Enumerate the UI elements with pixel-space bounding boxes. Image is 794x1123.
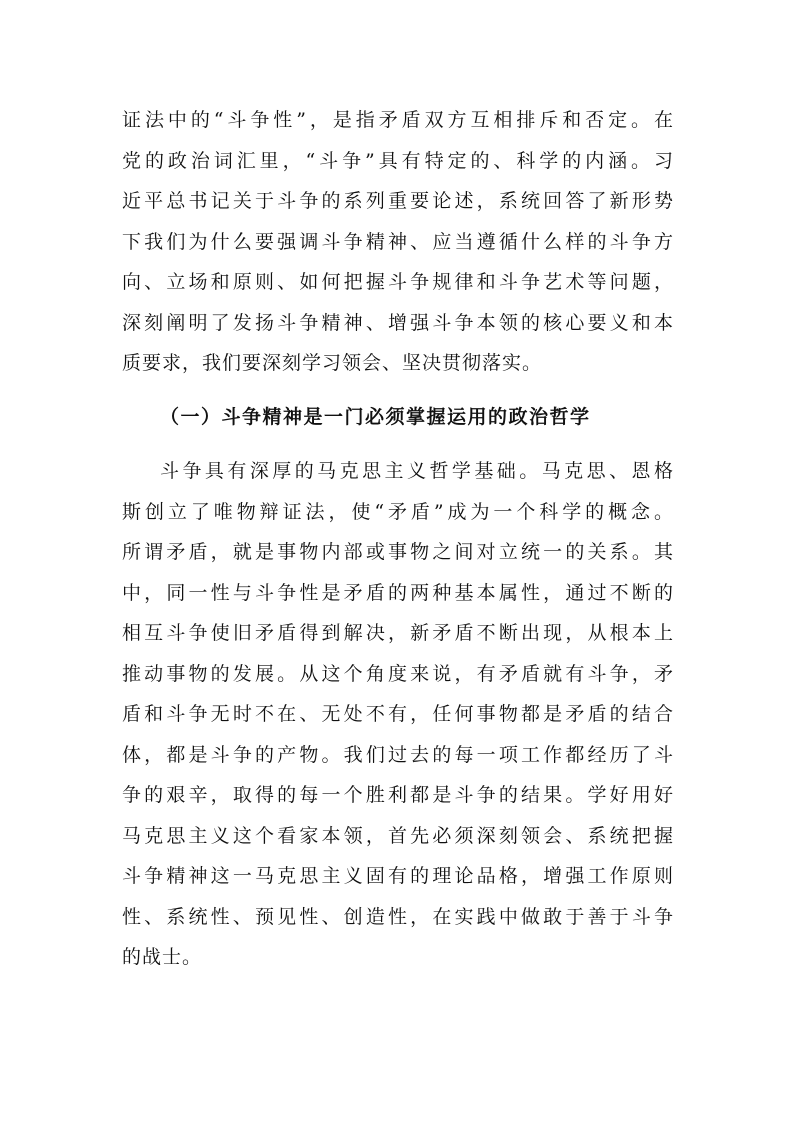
paragraph-line: 所谓矛盾，就是事物内部或事物之间对立统一的关系。其 bbox=[122, 541, 674, 563]
paragraph-line: 争的艰辛，取得的每一个胜利都是斗争的结果。学好用好 bbox=[122, 784, 674, 806]
section-heading: （一）斗争精神是一门必须掌握运用的政治哲学 bbox=[160, 406, 591, 428]
paragraph-line: 斗争具有深厚的马克思主义哲学基础。马克思、恩格 bbox=[160, 460, 674, 482]
paragraph-line: 中，同一性与斗争性是矛盾的两种基本属性，通过不断的 bbox=[122, 581, 674, 604]
paragraph-line: 盾和斗争无时不在、无处不有，任何事物都是矛盾的结合 bbox=[122, 703, 674, 725]
paragraph-line: 近平总书记关于斗争的系列重要论述，系统回答了新形势 bbox=[122, 190, 674, 212]
paragraph-line: 的战士。 bbox=[122, 946, 203, 968]
body-paragraph bbox=[122, 100, 674, 384]
paragraph-line: 性、系统性、预见性、创造性，在实践中做敢于善于斗争 bbox=[122, 905, 674, 928]
paragraph-line: 质要求，我们要深刻学习领会、坚决贯彻落实。 bbox=[122, 352, 543, 374]
paragraph-line: 相互斗争使旧矛盾得到解决，新矛盾不断出现，从根本上 bbox=[122, 622, 674, 644]
paragraph-line: 证法中的“斗争性”，是指矛盾双方互相排斥和否定。在 bbox=[122, 109, 674, 131]
paragraph-line: 体，都是斗争的产物。我们过去的每一项工作都经历了斗 bbox=[122, 743, 674, 766]
paragraph-line: 党的政治词汇里，“斗争”具有特定的、科学的内涵。习 bbox=[122, 149, 674, 172]
paragraph-line: 斯创立了唯物辩证法，使“矛盾”成为一个科学的概念。 bbox=[122, 500, 674, 523]
paragraph-line: 推动事物的发展。从这个角度来说，有矛盾就有斗争，矛 bbox=[122, 662, 674, 685]
paragraph-line: 下我们为什么要强调斗争精神、应当遵循什么样的斗争方 bbox=[122, 230, 674, 253]
paragraph-line: 斗争精神这一马克思主义固有的理论品格，增强工作原则 bbox=[122, 865, 674, 887]
paragraph-line: 深刻阐明了发扬斗争精神、增强斗争本领的核心要义和本 bbox=[122, 311, 674, 334]
body-paragraph bbox=[122, 451, 674, 978]
paragraph-line: 马克思主义这个看家本领，首先必须深刻领会、系统把握 bbox=[122, 824, 674, 847]
paragraph-line: 向、立场和原则、如何把握斗争规律和斗争艺术等问题， bbox=[122, 271, 674, 293]
